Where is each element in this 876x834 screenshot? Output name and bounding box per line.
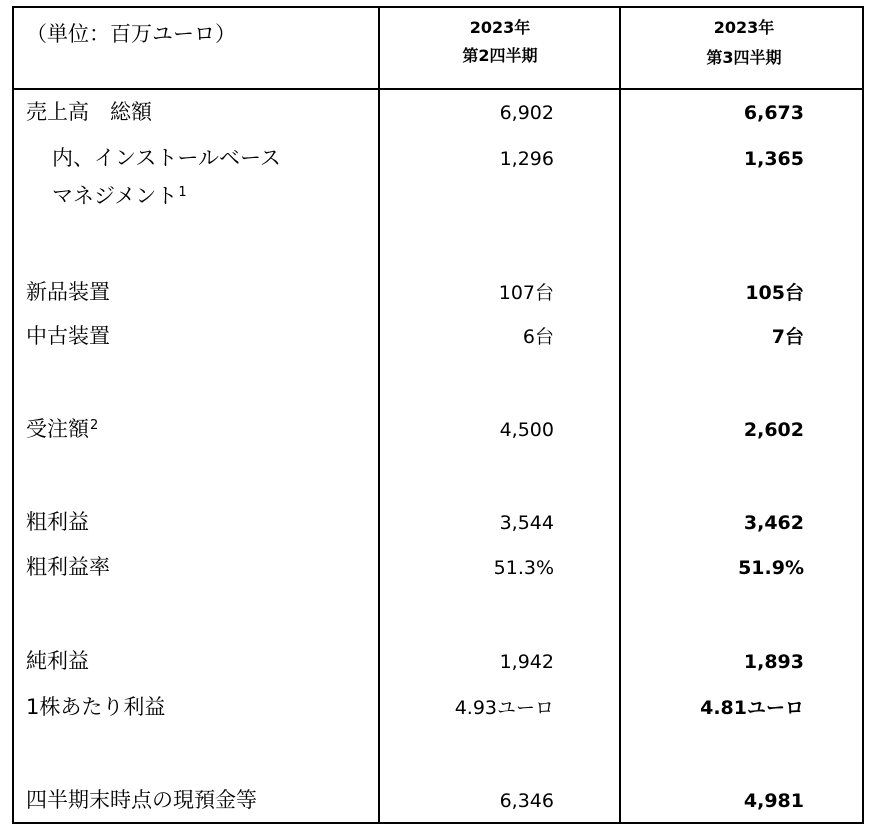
- value-q3: 1,893: [743, 651, 804, 673]
- value-q3: 7台: [771, 326, 804, 348]
- column-header-q3: [644, 20, 844, 66]
- row-label-text: マネジメント: [52, 184, 178, 208]
- row-label-text: 受注額: [26, 417, 89, 441]
- value-q2: 1,296: [499, 148, 554, 170]
- footnote-marker: 1: [178, 185, 187, 200]
- row-label-gross-margin: 粗利益率: [26, 555, 110, 579]
- header-divider: [14, 88, 862, 90]
- value-q3: 2,602: [743, 419, 804, 441]
- value-q2: 4.93ユーロ: [454, 697, 554, 719]
- row-label-eps: 1株あたり利益: [26, 695, 166, 719]
- value-q3: 6,673: [743, 102, 804, 124]
- results-table: [12, 6, 864, 824]
- column-divider: [619, 8, 621, 822]
- unit-label: （単位：百万ユーロ）: [26, 22, 236, 46]
- row-label-cash: 四半期末時点の現預金等: [26, 788, 257, 812]
- value-q2: 107台: [498, 282, 554, 304]
- value-q3: 4.81ユーロ: [700, 697, 804, 719]
- row-label-used-systems: 中古装置: [26, 324, 110, 348]
- value-q3: 1,365: [743, 148, 804, 170]
- value-q2: 6台: [522, 326, 554, 348]
- row-label-bookings: [26, 419, 98, 440]
- row-label-net-sales: 売上高 総額: [26, 100, 152, 124]
- column-header-quarter: 第2四半期: [462, 46, 538, 65]
- value-q3: 51.9%: [738, 557, 804, 579]
- column-header-q2: [400, 20, 600, 64]
- row-label-net-income: 純利益: [26, 649, 89, 673]
- footnote-marker: 2: [90, 418, 99, 433]
- row-label-installed-base: 内、インストールベース: [52, 146, 281, 170]
- value-q2: 6,902: [499, 102, 554, 124]
- column-header-quarter: 第3四半期: [706, 48, 782, 67]
- value-q3: 105台: [745, 282, 804, 304]
- value-q2: 3,544: [499, 512, 554, 534]
- row-label-gross-profit: 粗利益: [26, 510, 89, 534]
- value-q3: 4,981: [743, 790, 804, 812]
- value-q2: 1,942: [499, 651, 554, 673]
- column-header-year: 2023年: [713, 18, 775, 37]
- row-label-installed-base-line2: [52, 186, 187, 207]
- value-q2: 6,346: [499, 790, 554, 812]
- column-header-year: 2023年: [469, 18, 531, 37]
- value-q2: 51.3%: [493, 557, 554, 579]
- value-q2: 4,500: [499, 419, 554, 441]
- row-label-new-systems: 新品装置: [26, 280, 110, 304]
- value-q3: 3,462: [743, 512, 804, 534]
